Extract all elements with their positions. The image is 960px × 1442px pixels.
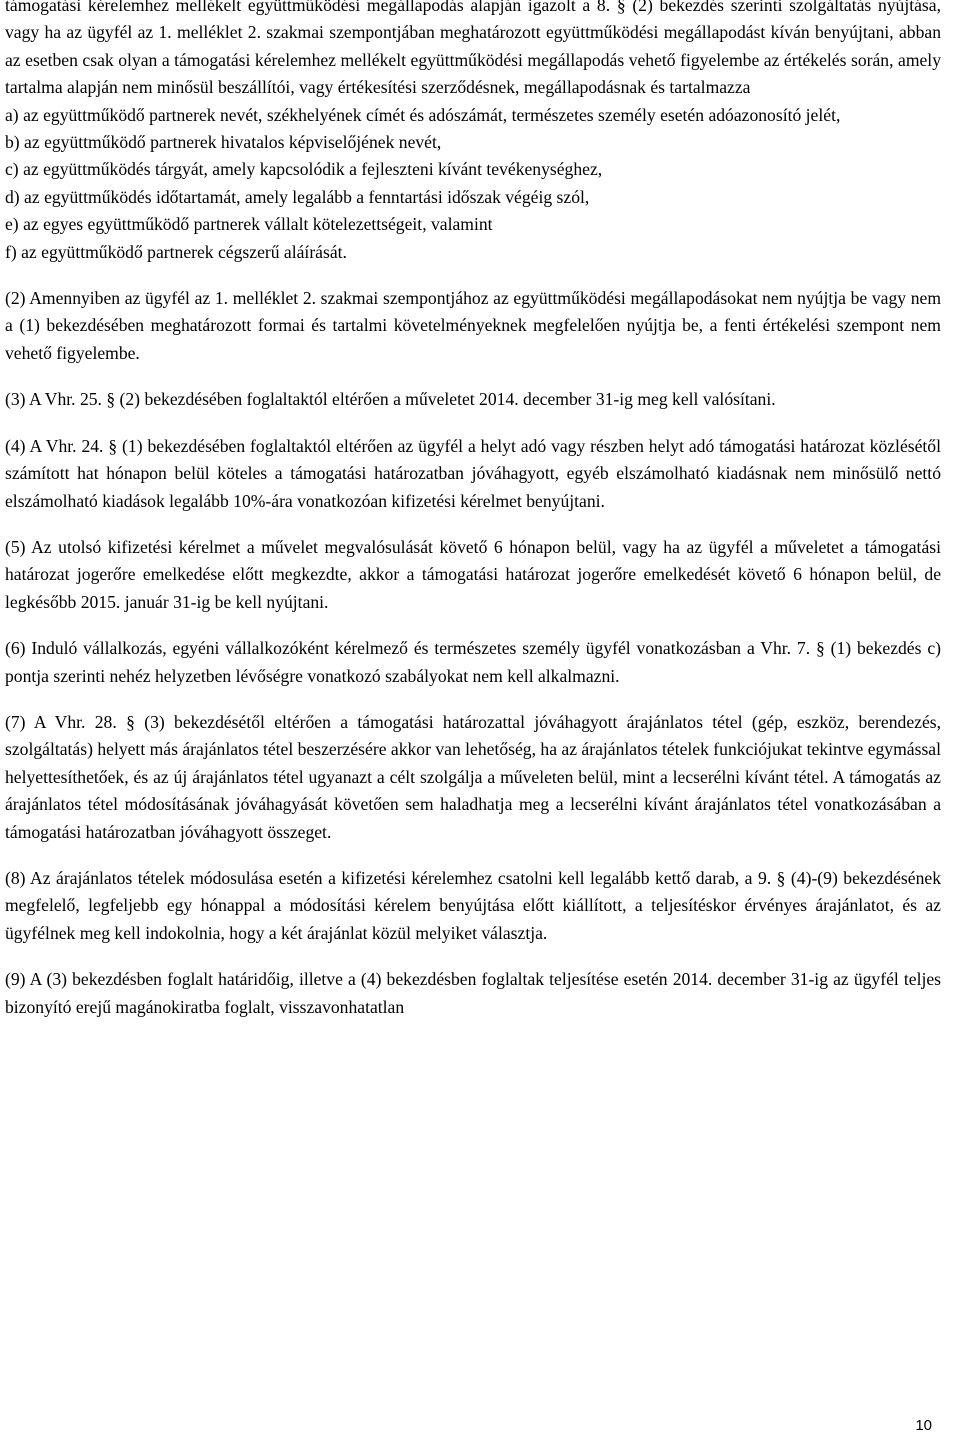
list-item-a: a) az együttműködő partnerek nevét, székhelyének címét és adószámát, természetes személy esetén adóazonosító jelét, (5, 104, 841, 125)
paragraph-spacer (5, 846, 941, 865)
list-item-c: c) az együttműködés tárgyát, amely kapcsolódik a fejleszteni kívánt tevékenységhez, (5, 159, 603, 180)
list-item-d: d) az együttműködés időtartamát, amely legalább a fenntartási időszak végéig szól, (5, 186, 590, 207)
paragraph-2: (2) Amennyiben az ügyfél az 1. melléklet 2. szakmai szempontjához az együttműködési megállapodásokat nem nyújtja be vagy nem a (1) bekezdésében meghatározott formai és tartalmi követelményeknek megfelelően nyújtja be, a fenti értékelési szempont nem vehető figyelembe. (5, 288, 941, 363)
paragraph-5: (5) Az utolsó kifizetési kérelmet a művelet megvalósulását követő 6 hónapon belül, vagy ha az ügyfél a műveletet a támogatási határozat jogerőre emelkedése előtt megkezdte, akkor a támogatási határozat jogerőre emelkedését követő 6 hónapon belül, de legkésőbb 2015. január 31-ig be kell nyújtani. (5, 536, 941, 612)
intro-paragraph: támogatási kérelemhez mellékelt együttműködési megállapodás alapján igazolt a 8. § (2) bekezdés szerinti szolgáltatás nyújtása, vagy ha az ügyfél az 1. melléklet 2. szakmai szempontjában meghatározott együttműködési megállapodást kíván benyújtani, abban az esetben csak olyan a támogatási kérelemhez mellékelt együttműködési megállapodás vehető figyelembe az értékelés során, amely tartalma alapján nem minősül beszállítói, vagy értékesítési szerződésnek, megállapodásnak és tartalmazza (5, 0, 941, 98)
list-item-b: b) az együttműködő partnerek hivatalos képviselőjének nevét, (5, 132, 442, 153)
intro-section (5, 0, 941, 266)
paragraph-6: (6) Induló vállalkozás, egyéni vállalkozóként kérelmező és természetes személy ügyfél vonatkozásban a Vhr. 7. § (1) bekezdés c) pontja szerinti nehéz helyzetben lévőségre vonatkozó szabályokat nem kell alkalmazni. (5, 638, 941, 686)
document-body (5, 0, 941, 1021)
paragraph-spacer (5, 266, 941, 285)
page-number: 10 (915, 1417, 932, 1434)
paragraph-spacer (5, 947, 941, 966)
paragraph-spacer (5, 616, 941, 635)
list-item-e: e) az egyes együttműködő partnerek vállalt kötelezettségeit, valamint (5, 214, 493, 235)
paragraph-9: (9) A (3) bekezdésben foglalt határidőig, illetve a (4) bekezdésben foglaltak teljesítése esetén 2014. december 31-ig az ügyfél teljes bizonyító erejű magánokiratba foglalt, visszavonhatatlan (5, 969, 941, 1017)
paragraph-spacer (5, 515, 941, 534)
paragraph-spacer (5, 690, 941, 709)
paragraph-spacer (5, 367, 941, 386)
paragraph-spacer (5, 414, 941, 433)
list-item-f: f) az együttműködő partnerek cégszerű aláírását. (5, 241, 347, 262)
paragraph-3: (3) A Vhr. 25. § (2) bekezdésében foglaltaktól eltérően a műveletet 2014. december 31-ig meg kell valósítani. (5, 389, 776, 410)
paragraph-8: (8) Az árajánlatos tételek módosulása esetén a kifizetési kérelemhez csatolni kell legalább kettő darab, a 9. § (4)-(9) bekezdésének megfelelő, legfeljebb egy hónappal a módosítási kérelem benyújtása előtt kiállított, a teljesítéskor érvényes árajánlatot, és az ügyfélnek meg kell indokolnia, hogy a két árajánlat közül melyiket választja. (5, 867, 941, 943)
paragraph-4: (4) A Vhr. 24. § (1) bekezdésében foglaltaktól eltérően az ügyfél a helyt adó vagy részben helyt adó támogatási határozat közlésétől számított hat hónapon belül köteles a támogatási határozatban jóváhagyott, egyéb elszámolható kiadásnak nem minősülő nettó elszámolható kiadások legalább 10%-ára vonatkozóan kifizetési kérelmet benyújtani. (5, 435, 941, 511)
paragraph-7: (7) A Vhr. 28. § (3) bekezdésétől eltérően a támogatási határozattal jóváhagyott árajánlatos tétel (gép, eszköz, berendezés, szolgáltatás) helyett más árajánlatos tétel beszerzésére akkor van lehetőség, ha az árajánlatos tételek funkciójukat tekintve egymással helyettesíthetőek, és az új árajánlatos tétel ugyanazt a célt szolgálja a műveleten belül, mint a lecserélni kívánt tétel. A támogatás az árajánlatos tétel módosításának jóváhagyását követően sem haladhatja meg a lecserélni kívánt árajánlatos tétel vonatkozásában a támogatási határozatban jóváhagyott összeget. (5, 711, 941, 842)
